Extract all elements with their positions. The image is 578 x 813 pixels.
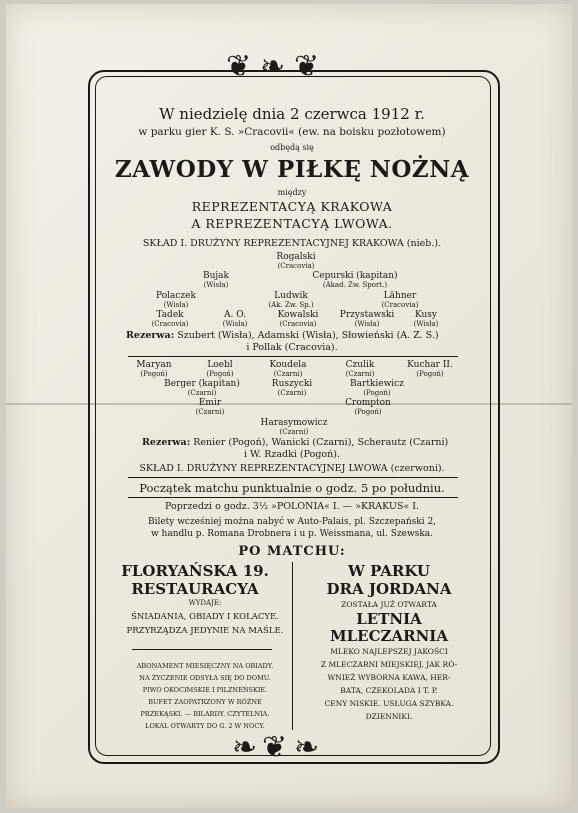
- event-verb: odbędą się: [270, 143, 314, 152]
- separator: [128, 477, 458, 478]
- restaurant-title: RESTAURACYA: [131, 580, 259, 598]
- player: Cepurski (kapitan) (Akad. Zw. Sport.): [312, 271, 398, 289]
- krakow-lineup-heading: SKŁAD I. DRUŻYNY REPREZENTACYJNEJ KRAKOWA (nieb.).: [142, 238, 442, 249]
- top-scroll-ornament-left: ❦: [226, 49, 252, 84]
- dairy-line-3: WNIEŻ WYBORNA KAWA, HER-: [327, 673, 451, 682]
- separator: [132, 649, 272, 650]
- player: Maryan (Pogoń): [136, 360, 172, 378]
- top-scroll-ornament-right: ❦: [294, 49, 320, 84]
- dairy-line-4: BATA, CZEKOLADA I T. P.: [340, 686, 438, 695]
- krakow-reserve-2: i Pollak (Cracovia).: [246, 342, 338, 353]
- player: Kowalski (Cracovia): [277, 310, 319, 328]
- player: Bujak (Wisła): [202, 271, 230, 289]
- player: Lähner (Cracovia): [381, 291, 419, 309]
- after-match-heading: PO MATCHU:: [238, 544, 346, 559]
- dairy-line-6: DZIENNIKI.: [365, 712, 413, 721]
- park-subtitle: ZOSTAŁA JUŻ OTWARTA: [341, 600, 437, 609]
- player: Kuchar II. (Pogoń): [407, 360, 453, 378]
- teams-line-1: REPREZENTACYĄ KRAKOWA: [191, 199, 393, 214]
- restaurant-small-6: LOKAL OTWARTY DO G. 2 W NOCY.: [145, 722, 265, 730]
- restaurant-address: FLORYAŃSKA 19.: [121, 562, 269, 580]
- restaurant-small-5: PRZEKĄSKI. — BILARDY. CZYTELNIA.: [140, 710, 270, 718]
- lwow-reserve-2: i W. Rzadki (Pogoń).: [244, 449, 340, 460]
- dairy-line-1: MLEKO NAJLEPSZEJ JAKOŚCI: [330, 647, 448, 656]
- between-text: między: [277, 188, 307, 197]
- player: Bartkiewicz (Pogoń): [350, 379, 404, 397]
- restaurant-small-2: NA ŻYCZENIE ODSYŁA SIĘ DO DOMU.: [139, 674, 271, 682]
- lwow-reserve: Rezerwa: Renier (Pogoń), Wanicki (Czarni), Scherautz (Czarni): [142, 437, 449, 448]
- player: Przystawski (Wisła): [339, 310, 395, 328]
- restaurant-line-1: ŚNIADANIA, OBIADY I KOLACYE.: [131, 612, 279, 622]
- player: Ludwik (Ak. Zw. Sp.): [268, 291, 314, 309]
- restaurant-small-4: BUFET ZAOPATRZONY W RÓŻNE: [148, 698, 262, 706]
- player: Crompton (Pogoń): [345, 398, 391, 416]
- event-title: ZAWODY W PIŁKĘ NOŻNĄ: [114, 156, 470, 183]
- player: Emir (Czarni): [195, 398, 225, 416]
- tickets-line-1: Bilety wcześniej można nabyć w Auto-Palais, pl. Szczepański 2,: [147, 517, 437, 527]
- dairy-line-2: Z MLECZARNI MIEJSKIEJ, JAK RÓ-: [320, 660, 458, 669]
- player: Loebl (Pogoń): [206, 360, 234, 378]
- restaurant-small-3: PIWO OKOCIMSKIE I PILZNEŃSKIE.: [142, 686, 268, 694]
- teams-line-2: A REPREZENTACYĄ LWOWA.: [191, 216, 393, 231]
- dairy-line-5: CENY NISKIE. USŁUGA SZYBKA.: [324, 699, 454, 708]
- player: Rogalski (Cracovia): [276, 252, 316, 270]
- event-date: W niedzielę dnia 2 czerwca 1912 r.: [159, 105, 425, 123]
- restaurant-small-1: ABONAMENT MIESIĘCZNY NA OBIADY.: [136, 662, 274, 670]
- park-title-1: W PARKU: [348, 562, 430, 580]
- bottom-scroll-ornament-center: ❦: [262, 730, 288, 765]
- krakow-reserve: Rezerwa: Szubert (Wisła), Adamski (Wisła), Słowieński (A. Z. S.): [126, 330, 439, 341]
- player: Polaczek (Wisła): [156, 291, 196, 309]
- top-scroll-ornament-center: ❧: [260, 49, 286, 84]
- player: Czulik (Czarni): [345, 360, 375, 378]
- dairy-title-1: LETNIA: [356, 610, 422, 628]
- separator: [128, 356, 458, 357]
- separator: [128, 497, 458, 498]
- player: Kusy (Wisła): [413, 310, 439, 328]
- tickets-line-2: w handlu p. Romana Drobnera i u p. Weissmana, ul. Szewska.: [150, 529, 434, 539]
- player: Tadek (Cracovia): [151, 310, 189, 328]
- player: Ruszycki (Czarni): [271, 379, 313, 397]
- restaurant-serves: WYDAJE:: [188, 599, 222, 607]
- player: Berger (kapitan) (Czarni): [164, 379, 240, 397]
- preliminary-match: Poprzedzi o godz. 3½ »POLONIA« I. — »KRAKUS« I.: [164, 501, 420, 512]
- player: Koudela (Czarni): [269, 360, 307, 378]
- player: Harasymowicz (Czarni): [260, 418, 328, 436]
- dairy-title-2: MLECZARNIA: [330, 627, 448, 645]
- restaurant-line-2: PRZYRZĄDZA JEDYNIE NA MAŚLE.: [126, 626, 284, 636]
- match-start: Początek matchu punktualnie o godz. 5 po południu.: [139, 481, 445, 495]
- lwow-lineup-heading: SKŁAD I. DRUŻYNY REPREZENTACYJNEJ LWOWA (czerwoni).: [139, 463, 445, 474]
- event-venue: w parku gier K. S. »Cracovii« (ew. na boisku pozłotowem): [138, 126, 446, 138]
- bottom-scroll-ornament-left: ❧: [232, 730, 258, 765]
- park-title-2: DRA JORDANA: [326, 580, 452, 598]
- bottom-scroll-ornament-right: ❧: [294, 730, 320, 765]
- player: A. O. (Wisła): [222, 310, 248, 328]
